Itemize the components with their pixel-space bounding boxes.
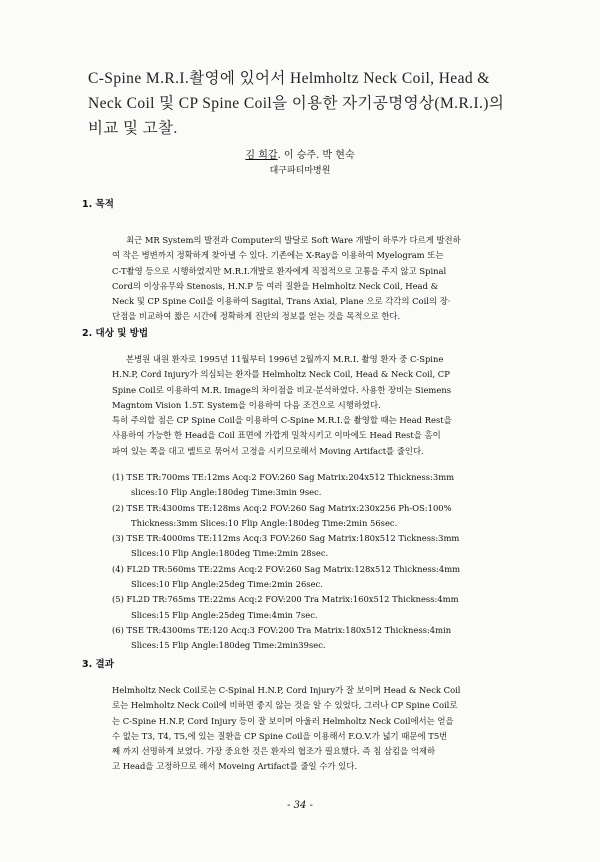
protocol-item — [112, 531, 558, 562]
author-list — [0, 148, 600, 164]
protocol-item — [112, 501, 558, 532]
title-line: C-Spine M.R.I.촬영에 있어서 Helmholtz Neck Coil, Head & — [88, 70, 490, 87]
text-line: 특히 주의할 점은 CP Spine Coil을 이용하여 C-Spine M.R.I.을 촬영할 때는 Head Rest을 — [112, 415, 452, 426]
protocol-line: Slices:10 Flip Angle:180deg Time:2min 28sec. — [131, 548, 329, 559]
protocol-line: Slices:15 Flip Angle:180deg Time:2min39sec. — [131, 640, 326, 651]
protocol-item — [112, 623, 558, 654]
paper-title — [88, 66, 558, 141]
co-authors: . 이 승주. 박 현숙 — [277, 150, 355, 161]
text-line: Magntom Vision 1.5T. System을 이용하여 다음 조건으로 시행하였다. — [112, 399, 381, 410]
text-line: 로는 Helmholtz Neck Coil에 비하면 좋지 않는 것을 알 수 있었다, 그러나 CP Spine Coil로 — [112, 700, 458, 711]
title-line: Neck Coil 및 CP Spine Coil을 이용한 자기공명영상(M.R.I.)의 — [88, 95, 505, 112]
results-paragraph — [112, 683, 558, 775]
section-heading-purpose: 1. 목적 — [82, 199, 114, 210]
methods-paragraph — [112, 352, 558, 459]
text-line: C-T촬영 등으로 시행하였지만 M.R.I.개발로 환자에게 직접적으로 고통을 주지 않고 Spinal — [112, 265, 447, 276]
protocol-line: (4) FL2D TR:560ms TE:22ms Acq:2 FOV:260 Sag Matrix:128x512 Thickness:4mm — [112, 563, 461, 574]
protocol-line: Thickness:3mm Slices:10 Flip Angle:180deg Time:2min 56sec. — [131, 517, 398, 528]
protocol-list — [112, 470, 558, 654]
page-number: - 34 - — [287, 800, 313, 811]
affiliation: 대구파티마병원 — [269, 166, 331, 176]
protocol-line: (5) FL2D TR:765ms TE:22ms Acq:2 FOV:200 Tra Matrix:160x512 Thickness:4mm — [112, 594, 459, 605]
text-line: 여 작은 병변까지 정확하게 찾아낼 수 있다. 기존에는 X-Ray을 이용하여 Myelogram 또는 — [112, 250, 444, 261]
protocol-line: (6) TSE TR:4300ms TE:120 Acq:3 FOV:200 Tra Matrix:180x512 Thickness:4min — [112, 624, 452, 635]
first-author: 김 희갑 — [245, 150, 278, 161]
text-line: 본병원 내원 환자로 1995년 11월부터 1996년 2월까지 M.R.I. 촬영 환자 중 C-Spine — [126, 354, 444, 364]
section-heading-methods: 2. 대상 및 방법 — [82, 328, 149, 339]
protocol-line: (2) TSE TR:4300ms TE:128ms Acq:2 FOV:260 Sag Matrix:230x256 Ph-OS:100% — [112, 502, 452, 513]
protocol-line: (3) TSE TR:4000ms TE:112ms Acq:3 FOV:260 Sag Matrix:180x512 Tickness:3mm — [112, 533, 460, 544]
text-line: 단점을 비교하여 짧은 시간에 정확하게 진단의 정보를 얻는 것을 목적으로 한다. — [112, 311, 401, 322]
text-line: Cord의 이상유무와 Stenosis, H.N.P 등 여러 질환을 Helmholtz Neck Coil, Head & — [112, 280, 439, 291]
text-line: 수 없는 T3, T4, T5,에 있는 질환을 CP Spine Coil을 이용해서 F.O.V.가 넓기 때문에 T5번 — [112, 730, 448, 741]
text-line: 째 까지 선명하게 보였다. 가장 중요한 것은 환자의 협조가 필요했다. 즉 침 삼킴을 억제하 — [112, 746, 436, 757]
section-heading-results: 3. 결과 — [82, 659, 114, 670]
title-line: 비교 및 고찰. — [88, 120, 178, 137]
protocol-item — [112, 470, 558, 501]
text-line: Neck 및 CP Spine Coil을 이용하여 Sagital, Trans Axial, Plane 으로 각각의 Coil의 장· — [112, 296, 451, 307]
text-line: 최근 MR System의 발전과 Computer의 발달로 Soft Ware 개발이 하루가 다르게 발전하 — [126, 235, 461, 245]
text-line: 파여 있는 쪽을 대고 벨트로 묶어서 고정을 시키므로해서 Moving Artifact를 줄인다. — [112, 445, 424, 456]
text-line: Helmholtz Neck Coil로는 C-Spinal H.N.P, Cord Injury가 잘 보이며 Head & Neck Coil — [112, 685, 461, 695]
protocol-line: (1) TSE TR:700ms TE:12ms Acq:2 FOV:260 Sag Matrix:204x512 Thickness:3mm — [112, 472, 455, 482]
protocol-item — [112, 592, 558, 623]
text-line: Spine Coil로 이용하여 M.R. Image의 차이점을 비교·분석하였다. 사용한 장비는 Siemens — [112, 384, 452, 395]
text-line: 고 Head을 고정하므로 해서 Moveing Artifact를 줄일 수가 있다. — [112, 761, 357, 772]
text-line: 는 C-Spine H.N.P, Cord Injury 등이 잘 보이며 아울러 Helmholtz Neck Coil에서는 얻을 — [112, 715, 454, 726]
text-line: 사용하여 가능한 한 Head을 Coil 표면에 가깝게 밀착시키고 이마에도 Head Rest을 홈이 — [112, 430, 441, 441]
protocol-line: Slices:15 Flip Angle:25deg Time:4min 7sec. — [131, 609, 318, 620]
text-line: H.N.P, Cord Injury가 의심되는 환자를 Helmholtz Neck Coil, Head & Neck Coil, CP — [112, 369, 450, 380]
protocol-line: Slices:10 Flip Angle:25deg Time:2min 26sec. — [131, 579, 323, 590]
protocol-item — [112, 562, 558, 593]
protocol-line: slices:10 Flip Angle:180deg Time:3min 9sec. — [131, 487, 322, 498]
purpose-paragraph — [112, 233, 558, 325]
